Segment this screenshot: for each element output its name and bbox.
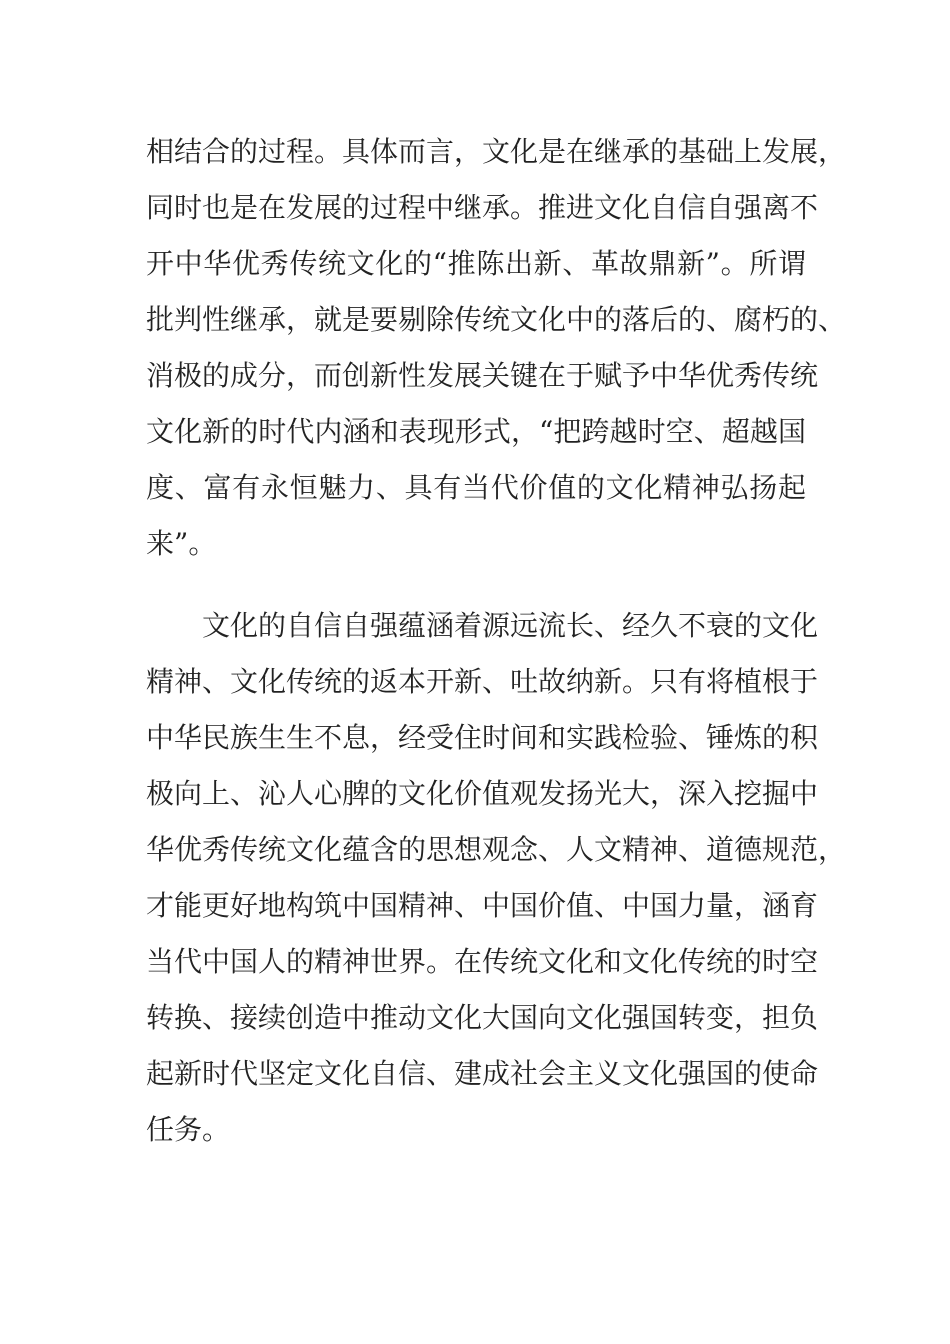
paragraph-line: 批判性继承，就是要剔除传统文化中的落后的、腐朽的、 xyxy=(146,303,847,336)
paragraph-line: 才能更好地构筑中国精神、中国价值、中国力量，涵育 xyxy=(146,889,819,922)
paragraph-line: 极向上、沁人心脾的文化价值观发扬光大，深入挖掘中 xyxy=(146,777,819,810)
paragraph-line: 当代中国人的精神世界。在传统文化和文化传统的时空 xyxy=(146,945,819,978)
paragraph-line: 文化新的时代内涵和表现形式，“把跨越时空、超越国 xyxy=(146,415,806,448)
paragraph-line: 华优秀传统文化蕴含的思想观念、人文精神、道德规范， xyxy=(146,833,847,866)
paragraph-line: 度、富有永恒魅力、具有当代价值的文化精神弘扬起 xyxy=(146,471,806,504)
paragraph-line: 文化的自信自强蕴涵着源远流长、经久不衰的文化 xyxy=(202,609,819,642)
paragraph-line: 转换、接续创造中推动文化大国向文化强国转变，担负 xyxy=(146,1001,819,1034)
paragraph-line: 相结合的过程。具体而言，文化是在继承的基础上发展， xyxy=(146,135,847,168)
paragraph-line: 消极的成分，而创新性发展关键在于赋予中华优秀传统 xyxy=(146,359,819,392)
paragraph-line: 来”。 xyxy=(146,527,217,560)
paragraph-line: 起新时代坚定文化自信、建成社会主义文化强国的使命 xyxy=(146,1057,819,1090)
paragraph-line: 任务。 xyxy=(146,1113,231,1146)
paragraph-1 xyxy=(146,124,847,572)
paragraph-2 xyxy=(146,598,847,1158)
paragraph-line: 开中华优秀传统文化的“推陈出新、革故鼎新”。所谓 xyxy=(146,247,806,280)
paragraph-line: 精神、文化传统的返本开新、吐故纳新。只有将植根于 xyxy=(146,665,819,698)
paragraph-line: 中华民族生生不息，经受住时间和实践检验、锤炼的积 xyxy=(146,721,819,754)
paragraph-line: 同时也是在发展的过程中继承。推进文化自信自强离不 xyxy=(146,191,819,224)
